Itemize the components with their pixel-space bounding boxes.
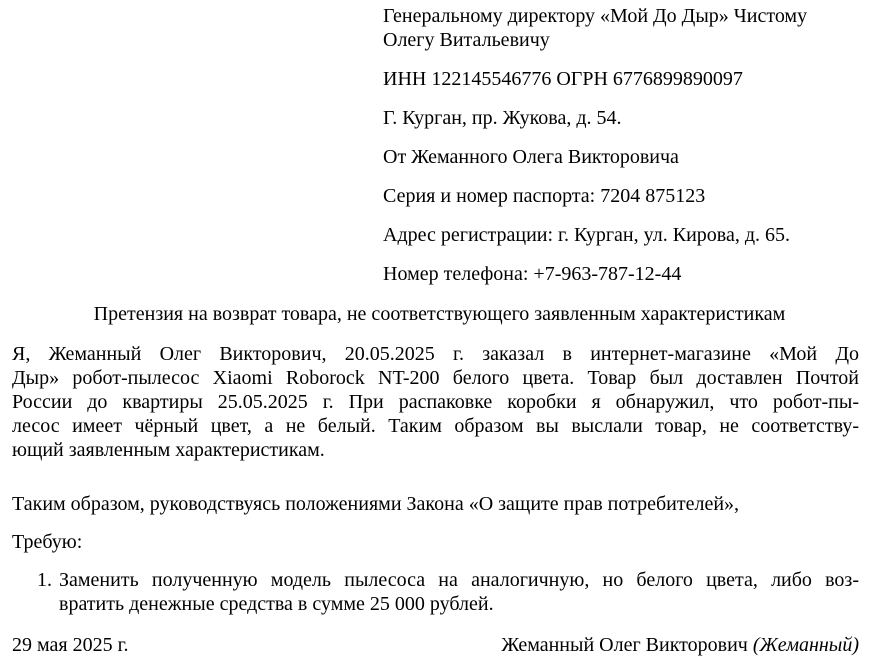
claim-title: Претензия на возврат товара, не соответствующего заявленным характеристикам bbox=[93, 303, 786, 325]
signature-block bbox=[501, 633, 859, 657]
phone-number: Номер телефона: +7-963-787-12-44 bbox=[383, 263, 682, 285]
registration-address: Адрес регистрации: г. Курган, ул. Кирова, д. 65. bbox=[383, 224, 791, 246]
list-item-text bbox=[59, 568, 859, 616]
director-name bbox=[383, 4, 873, 52]
body-line: ющий заявленным характеристикам. bbox=[12, 439, 325, 461]
body-line: России до квартиры 25.05.2025 г. При распаковке коробки я обнаружил, что робот-пы- bbox=[12, 391, 859, 413]
passport-info: Серия и номер паспорта: 7204 875123 bbox=[383, 185, 706, 207]
body-line: Дыр» робот-пылесос Xiaomi Roborock NT-200 белого цвета. Товар был доставлен Почтой bbox=[12, 367, 859, 389]
director-line-2: Олегу Витальевичу bbox=[383, 29, 550, 51]
document-date: 29 мая 2025 г. bbox=[12, 634, 129, 656]
demand-heading: Требую: bbox=[12, 531, 83, 553]
list-number: 1. bbox=[37, 569, 52, 591]
signature: (Жеманный) bbox=[752, 634, 859, 656]
claim-body bbox=[12, 342, 859, 462]
sender-name: От Жеманного Олега Викторовича bbox=[383, 146, 679, 168]
inn-ogrn: ИНН 122145546776 ОГРН 6776899890097 bbox=[383, 68, 743, 90]
director-line-1: Генеральному директору «Мой До Дыр» Чистому bbox=[383, 5, 808, 27]
addressee-block bbox=[383, 4, 873, 301]
conclusion-paragraph: Таким образом, руководствуясь положениями Закона «О защите прав потребителей», bbox=[12, 493, 740, 515]
body-line: Я, Жеманный Олег Викторович, 20.05.2025 г. заказал в интернет-магазине «Мой До bbox=[12, 343, 859, 365]
list-line: вратить денежные средства в сумме 25 000 рублей. bbox=[59, 593, 494, 615]
body-line: лесос имеет чёрный цвет, а не белый. Таким образом вы выслали товар, не соответству- bbox=[12, 415, 859, 437]
list-line: Заменить полученную модель пылесоса на аналогичную, но белого цвета, либо воз- bbox=[59, 569, 859, 591]
signer-name: Жеманный Олег Викторович bbox=[501, 634, 748, 656]
company-address: Г. Курган, пр. Жукова, д. 54. bbox=[383, 107, 622, 129]
